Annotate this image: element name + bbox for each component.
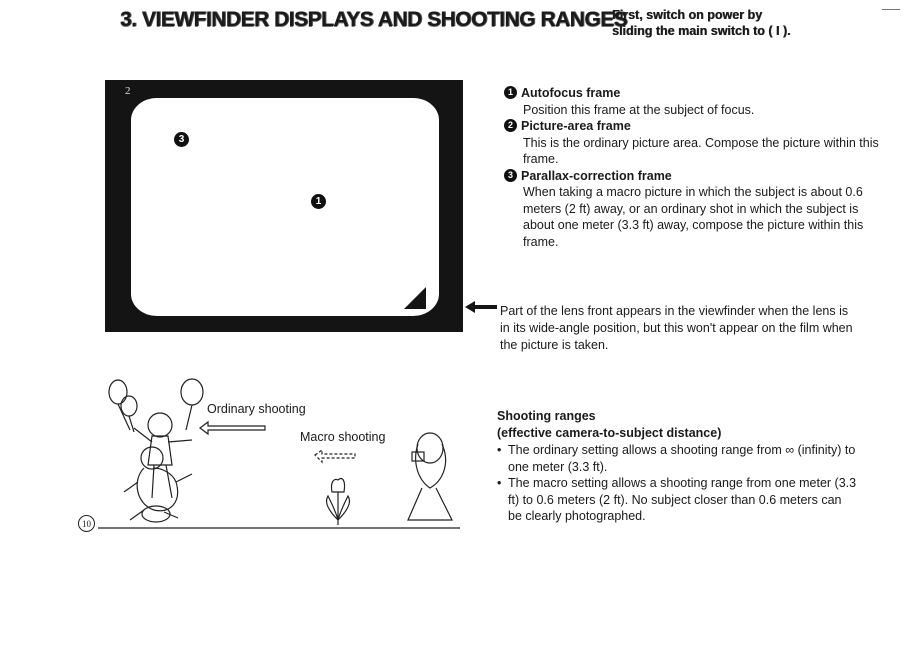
frame-number-badge: 1	[504, 86, 517, 99]
ordinary-shooting-label: Ordinary shooting	[207, 402, 306, 416]
pointer-arrow-icon	[465, 301, 497, 313]
frame-item-autofocus	[504, 85, 884, 118]
frame-number-badge: 2	[504, 119, 517, 132]
tulip-icon	[331, 479, 344, 493]
frame-item-parallax	[504, 168, 884, 251]
frame-number-badge: 3	[504, 169, 517, 182]
ranges-title: Shooting ranges	[497, 409, 596, 423]
power-note-line-2: sliding the main switch to ( I ).	[612, 24, 791, 38]
picture-area-frame	[131, 98, 439, 316]
frame-title: Parallax-correction frame	[521, 168, 672, 183]
power-note	[612, 7, 790, 39]
frame-descriptions	[504, 85, 884, 250]
marker-autofocus: 1	[311, 194, 326, 209]
ranges-subtitle: (effective camera-to-subject distance)	[497, 425, 722, 440]
frame-desc: Position this frame at the subject of focus.	[523, 102, 755, 117]
frame-title: Autofocus frame	[521, 86, 621, 100]
range-bullet-ordinary: • The ordinary setting allows a shooting range from ∞ (infinity) to one meter (3.3 ft).	[497, 442, 857, 475]
power-note-line-1: First, switch on power by	[612, 8, 763, 22]
child-standing-icon	[148, 413, 172, 437]
lens-note: Part of the lens front appears in the viewfinder when the lens is in its wide-angle position, but this won't appear on the film when the picture is taken.	[500, 304, 853, 352]
balloon-icon	[181, 379, 203, 405]
section-title: 3. VIEWFINDER DISPLAYS AND SHOOTING RANGES	[120, 8, 628, 31]
baby-icon	[141, 447, 163, 469]
frame-desc: When taking a macro picture in which the subject is about 0.6 meters (2 ft) away, or an ordinary shot in which the subject is about one meter (3.3 ft) away, compose the picture within this frame.	[523, 185, 864, 249]
shooting-range-illustration	[60, 370, 470, 540]
margin-dash	[882, 9, 900, 10]
photographer-icon	[417, 433, 443, 463]
frame-item-picture-area	[504, 118, 884, 168]
balloon-icon	[109, 380, 127, 404]
macro-range-arrow	[315, 450, 355, 462]
shooting-ranges	[497, 408, 857, 525]
ordinary-range-arrow	[200, 422, 265, 434]
marker-parallax: 3	[174, 132, 189, 147]
viewfinder-corner-label: 2	[125, 85, 131, 97]
balloon-icon	[121, 396, 137, 416]
lens-front-wedge-icon	[400, 283, 430, 311]
frame-desc: This is the ordinary picture area. Compose the picture within this frame.	[523, 135, 879, 166]
range-bullet-macro: • The macro setting allows a shooting range from one meter (3.3 ft) to 0.6 meters (2 ft). No subject closer than 0.6 meters can be clearly photographed.	[497, 475, 857, 525]
frame-title: Picture-area frame	[521, 119, 631, 133]
macro-shooting-label: Macro shooting	[300, 430, 386, 444]
page-number: 10	[78, 515, 95, 532]
